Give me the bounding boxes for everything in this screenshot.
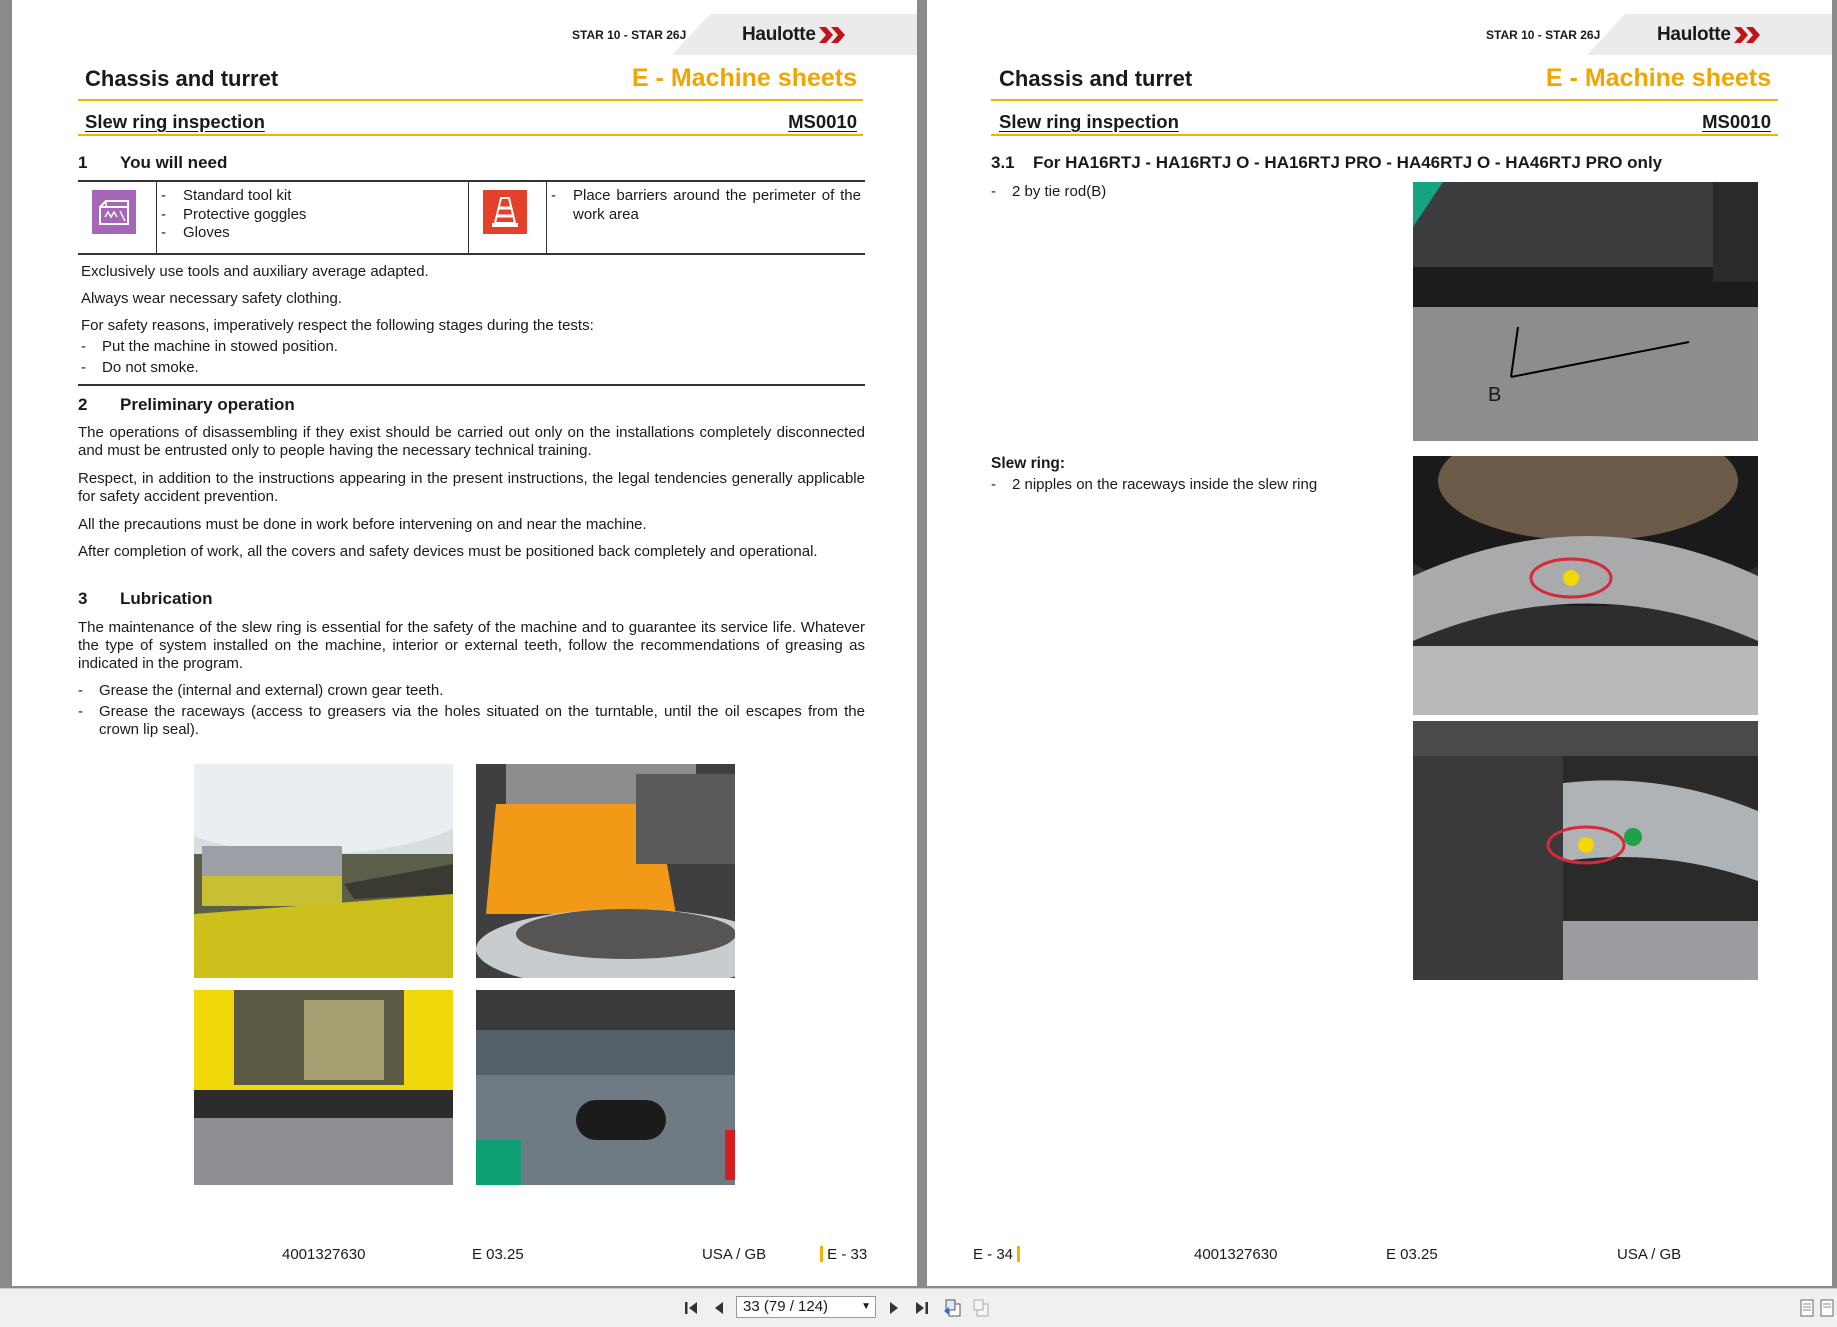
first-page-icon: [683, 1300, 699, 1316]
previous-view-icon: [943, 1298, 963, 1318]
last-page-icon: [914, 1300, 930, 1316]
divider: [78, 384, 865, 386]
header-model: STAR 10 - STAR 26J: [1486, 28, 1601, 42]
single-page-view-button[interactable]: [1796, 1297, 1818, 1319]
note-tools: Exclusively use tools and auxiliary average adapted.: [81, 263, 429, 280]
photo-tie-rod: [1413, 182, 1758, 441]
tools-list: [157, 181, 469, 254]
photo-turntable-holes: [476, 990, 735, 1185]
subtitle: Slew ring inspection: [999, 111, 1179, 132]
subtitle-rule: [991, 134, 1778, 136]
photo-greaser-turntable: [194, 990, 453, 1185]
footer-edition: E 03.25: [1386, 1246, 1438, 1263]
subtitle-rule: [78, 134, 863, 136]
previous-page-button[interactable]: [708, 1297, 730, 1319]
haulotte-logo: Haulotte: [742, 24, 847, 46]
list-item: - Do not smoke.: [81, 359, 199, 376]
traffic-cone-icon: [483, 190, 527, 234]
photo-slew-ring-nipple-1: [1413, 456, 1758, 715]
section-title: E - Machine sheets: [631, 64, 857, 92]
previous-page-icon: [711, 1300, 727, 1316]
two-page-view-button[interactable]: [1818, 1297, 1836, 1319]
you-will-need-table: [78, 180, 865, 255]
go-forward-view-button[interactable]: [970, 1297, 992, 1319]
last-page-button[interactable]: [911, 1297, 933, 1319]
paragraph: All the precautions must be done in work before intervening on and near the machine.: [78, 516, 647, 533]
title-rule: [78, 99, 863, 101]
list-item: - Standard tool kit: [161, 187, 292, 204]
first-page-button[interactable]: [680, 1297, 702, 1319]
chevron-down-icon: ▼: [861, 1301, 871, 1312]
footer-region: USA / GB: [1617, 1246, 1682, 1263]
toolbox-icon: [92, 190, 136, 234]
slew-ring-heading: Slew ring:: [991, 455, 1066, 472]
list-item: - Put the machine in stowed position.: [81, 338, 338, 355]
go-back-view-button[interactable]: [942, 1297, 964, 1319]
note-clothing: Always wear necessary safety clothing.: [81, 290, 342, 307]
subtitle: Slew ring inspection: [85, 111, 265, 132]
haulotte-logo: Haulotte: [1657, 24, 1762, 46]
list-item: - 2 nipples on the raceways inside the slew ring: [991, 476, 1318, 493]
footer-edition: E 03.25: [472, 1246, 524, 1263]
barrier-instruction: - Place barriers around the perimeter of the work area: [551, 187, 861, 223]
list-item: - Grease the raceways (access to greasers via the holes situated on the turntable, until the oil escapes from the crown lip seal).: [78, 703, 865, 738]
two-page-icon: [1820, 1299, 1834, 1317]
paragraph: The maintenance of the slew ring is essential for the safety of the machine and to guarantee its service life. Whatever the type of system installed on the machine, interior or external teeth, follow the recommendations of greasing as indicated in the program.: [78, 619, 865, 672]
next-view-icon: [971, 1298, 991, 1318]
list-item: - 2 by tie rod(B): [991, 183, 1107, 200]
callout-b: B: [1488, 384, 1502, 406]
logo-chevrons-icon: [819, 27, 847, 43]
photo-crown-gear-underside: [194, 764, 453, 978]
sheet-code: MS0010: [1702, 111, 1771, 132]
right-page: [927, 0, 1832, 1286]
header-model: STAR 10 - STAR 26J: [572, 28, 687, 42]
left-page: [12, 0, 917, 1286]
section-title: E - Machine sheets: [1545, 64, 1771, 92]
note-safety: For safety reasons, imperatively respect the following stages during the tests:: [81, 317, 594, 334]
title-rule: [991, 99, 1778, 101]
footer-region: USA / GB: [702, 1246, 767, 1263]
footer-doc-number: 4001327630: [1194, 1246, 1278, 1263]
list-item: - Gloves: [161, 224, 230, 241]
section-3-heading: 3 Lubrication: [78, 589, 213, 608]
logo-chevrons-icon: [1734, 27, 1762, 43]
paragraph: The operations of disassembling if they exist should be carried out only on the installations completely disconnected and must be entrusted only to people having the necessary technical training.: [78, 424, 865, 459]
footer-page-number: E - 34: [973, 1246, 1020, 1263]
footer-doc-number: 4001327630: [282, 1246, 366, 1263]
photo-slew-ring-nipple-2: [1413, 721, 1758, 980]
page-number-select[interactable]: 33 (79 / 124) ▼: [736, 1296, 876, 1318]
paragraph: After completion of work, all the covers and safety devices must be positioned back completely and operational.: [78, 543, 818, 560]
list-item: - Protective goggles: [161, 205, 307, 223]
list-item: - Grease the (internal and external) crown gear teeth.: [78, 682, 444, 699]
section-3-1-heading: 3.1 For HA16RTJ - HA16RTJ O - HA16RTJ PRO - HA46RTJ O - HA46RTJ PRO only: [991, 153, 1663, 172]
paragraph: Respect, in addition to the instructions appearing in the present instructions, the legal tendencies generally applicable for safety accident prevention.: [78, 470, 865, 505]
single-page-icon: [1799, 1299, 1815, 1317]
photo-turret-gear: [476, 764, 735, 978]
next-page-icon: [886, 1300, 902, 1316]
footer-page-number: E - 33: [820, 1246, 867, 1263]
page-title: Chassis and turret: [999, 66, 1193, 91]
navigation-toolbar: [0, 1288, 1837, 1327]
section-2-heading: 2 Preliminary operation: [78, 395, 295, 414]
page-title: Chassis and turret: [85, 66, 279, 91]
section-1-heading: 1 You will need: [78, 153, 228, 172]
next-page-button[interactable]: [883, 1297, 905, 1319]
sheet-code: MS0010: [788, 111, 857, 132]
